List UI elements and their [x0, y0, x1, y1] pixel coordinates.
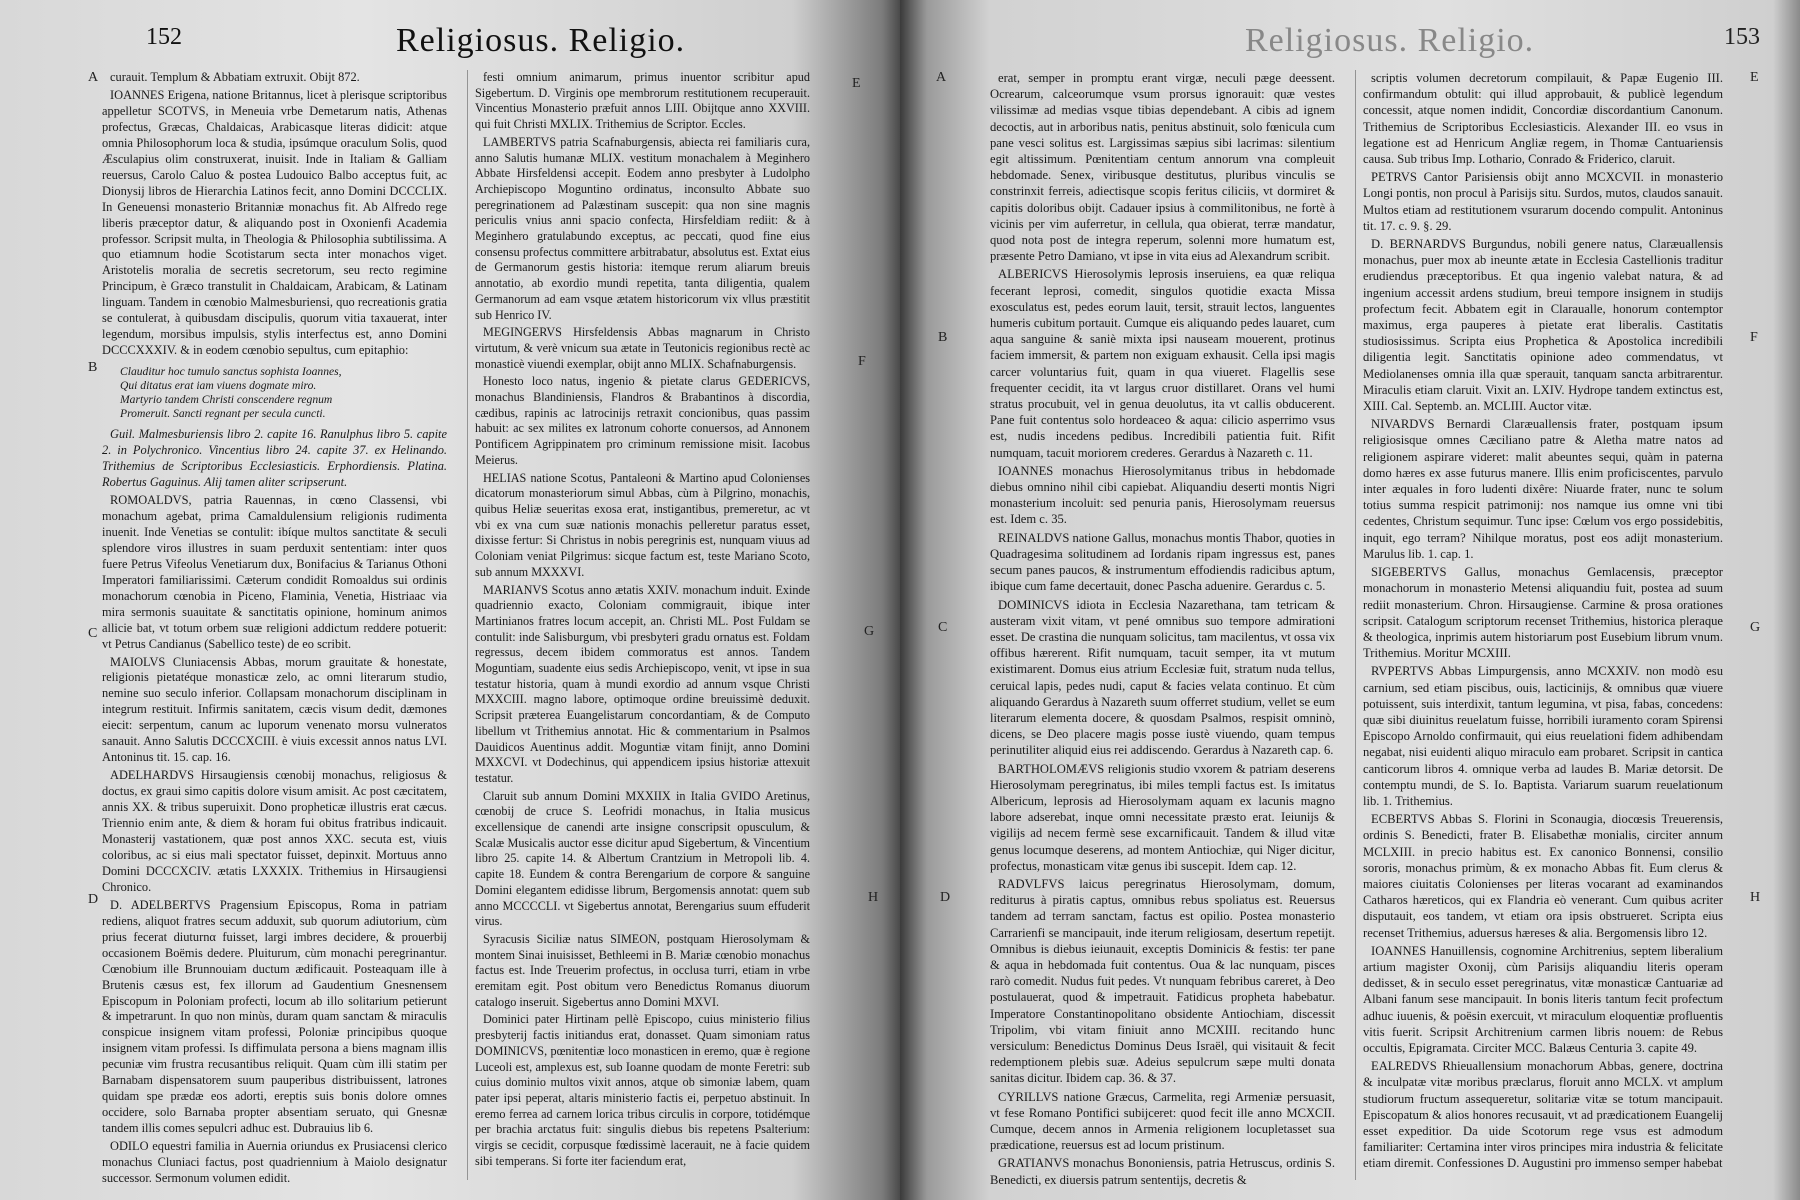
- paragraph: GRATIANVS monachus Bononiensis, patria Hetruscus, ordinis S. Benedicti, ex diuersis patrum sententijs, decretis &: [990, 1156, 1335, 1187]
- margin-letter-g: G: [1750, 620, 1761, 635]
- verse-line: Promeruit. Sancti regnant per secula cuncti.: [120, 407, 326, 421]
- paragraph: Syracusis Siciliæ natus SIMEON, postquam Hierosolymam & montem Sinai inuisisset, Bethleemi in B. Mariæ cœnobio monachus factus est. Inde Treuerim profectus, in occlusa turri, etiam in vrbe eremitam egit. Post obitum vero Benedictus Romanus diuorum catalogo inseruit. Sigebertus anno Domini MXVI.: [475, 931, 810, 1009]
- right-running-head: Religiosus. Religio.: [1245, 22, 1535, 59]
- paragraph: Dominici pater Hirtinam pellè Episcopo, cuius ministerio filius presbyterij factis initiandus erat, donasset. Quam simoniam ratus DOMINICVS, pœnitentiæ loco monasticen in eremo, quæ è regione Luceoli est, amplexus est, sub Ioanne quodam de monte Feretri: sub cuius dominio multos vixit annos, atque ob simoniæ labem, quam pater ipsi peperat, altaris ministerio factis ei, perpetuo abstinuit. In eremo ferrea ad carnem lorica tribus circulis in corpore, totidémque per brachia arctatus fuit: singulis diebus bis repetens Psalterium: virgis se cecidit, corpusque fœdissimè lacerauit, ne à facie quidem sibi temperans. Si forte iter faciendum erat,: [475, 1012, 810, 1168]
- paragraph: LAMBERTVS patria Scafnaburgensis, abiecta rei familiaris cura, anno Salutis humanæ MLIX. vestitum monachalem à Meginhero Abbate Hirsfeldensi accepit. Eodem anno presbyter à Ludolpho Archiepiscopo Moguntino ordinatus, inconsulto Abbate suo peregrinationem ad Palæstinam suscepit: qua non sine magnis periculis vnius anni spacio confecta, Hirsfeldiam rediit: & à Meginhero gratulabundo exceptus, ac peccati, quod fine eius consensu profectus committere arbitrabatur, absolutus est. Extat eius de Germanorum gestis historia: itemque rerum aliarum breuis annotatio, ab exordio mundi repetita, tanta diligentia, qualem Germanorum ad eam vsque ætatem historicorum vix vllus præstitit sub Henrico IV.: [475, 134, 810, 322]
- margin-letter-h: H: [1750, 890, 1761, 905]
- left-folio: 152: [146, 24, 182, 50]
- paragraph: ADELHARDVS Hirsaugiensis cœnobij monachus, religiosus & doctus, ex graui simo capitis dolore visum amisit. Ac post cæcitatem, annis XX. & tribus superuixit. Dono propheticæ illustris erat cæcus. Triennio enim ante, & diem & horam fui obitus fratribus indicauit. Monasterij vastationem, quæ post annos XXC. secuta est, viuis coloribus, ac si eius mali spectator fuisset, depinxit. Mortuus anno Domini DCCCXCIV. ætatis LXXXIX. Trithemius in Hirsaugiensi Chronico.: [102, 768, 447, 894]
- margin-letter-e: E: [852, 76, 861, 91]
- paragraph: RADVLFVS laicus peregrinatus Hierosolymam, domum, rediturus à piratis captus, omnibus rebus spoliatus est. Reuersus tandem ad terram sanctam, factus est opilio. Postea monasterio Carrarienfi se mancipauit, inde iterum religiosam, desertum repetijt. Omnibus is diebus ieiunauit, exceptis Dominicis & festis: ter pane & aqua in hebdomada fuit contentus. Oua & lac nunquam, pisces rarò comedit. Nudus fuit pedes. Vt nunquam febribus careret, à Deo postulauerat, quod & impetrauit. Fatidicus propheta habebatur. Imperatore Constantinopolitano obsidente Antiochiam, discessit Tripolim, vbi vitam finiuit anno MCXIII. recitando hunc versiculum: Benedictus Dominus Deus Israël, qui visitauit & fecit redemptionem plebis suæ. Adeius sepulcrum sæpe multi donata sanitas dicitur. Ibidem cap. 36. & 37.: [990, 876, 1335, 1086]
- column-rule: [467, 70, 468, 1180]
- verse-line: Clauditur hoc tumulo sanctus sophista Ioannes,: [120, 365, 342, 379]
- paragraph: CYRILLVS natione Græcus, Carmelita, regi Armeniæ persuasit, vt fese Romano Pontifici subijceret: quod fecit ille anno MCXCII. Cumque, decem annos in Armenia religionem locupletasset sua prædicatione, reuersus est ad locum pristinum.: [990, 1089, 1335, 1153]
- paragraph: IOANNES monachus Hierosolymitanus tribus in hebdomade diebus omnino nihil cibi capiebat. Aliquandiu deserti montis Nigri monasterium incoluit: sed penuria panis, Hierosolymam reuersus est. Idem c. 35.: [990, 463, 1335, 527]
- paragraph: Honesto loco natus, ingenio & pietate clarus GEDERICVS, monachus Blandiniensis, Flandros & Brabantinos à discordia, cædibus, rapinis ac latrocinijs retraxit concionibus, quas passim habuit: ac sex milites ex latronum cohorte conuersos, ad Annonem Pontificem Agrippinatem pro criminum remissione misit. Iacobus Meierus.: [475, 374, 810, 467]
- citation: Guil. Malmesburiensis libro 2. capite 16. Ranulphus libro 5. capite 2. in Polychronico. Vincentius libro 24. capite 37. ex Helinando. Trithemius de Scriptoribus Ecclesiasticis. Erphordiensis. Platina. Robertus Gaguinus. Alij tamen aliter scripserunt.: [102, 427, 447, 490]
- paragraph: IOANNES Hanuillensis, cognomine Architrenius, septem liberalium artium magister Oxonij, cùm Parisijs aliquandiu literis operam dedisset, & in seculo esset peregrinatus, vitæ monasticæ Cantuariæ ad Albani fanum sese mancipauit. In bonis literis tantum fecit profectum adhuc iuuenis, & poësin exercuit, vt miraculum eloquentiæ profluentis vitis fuerit. Scripsit Architrenium carmen libris nouem: de Rebus occultis, Epigramata. Circiter MCC. Balæus Centuria 3. capite 49.: [1363, 943, 1723, 1055]
- paragraph: D. ADELBERTVS Pragensium Episcopus, Roma in patriam rediens, aliquot fratres secum adduxit, sub quorum adiutorium, cùm prius fecerat diuturnα fuisset, largi imbres decidere, & prouerbij occasionem Boëmis dedere. Pluiturum, cùm monachi peregrinantur. Cœnobium ille Brunnouiam ductum ædificauit. Posteaquam ille à Brutenis cæsus est, fex illorum ad Gaudentium Gnesnensem Episcopum in Poloniam profecti, locum ab illo solitarium petierunt & impetrarunt. In quo non minùs, duram quam sanctam & miraculis conspicue insignem vitam professi, Poloniæ principibus quoque insignem vitam professi. Is diffimulata persona a biens magnam illis pecuniæ vim frustra recusantibus reliquit. Quam cùm illi statim per Barnabam dispensatorem suum pauperibus distribuissent, latrones quidam spe prædæ eos adorti, ereptis suis bonis dolore omnes occidere, solo Barnaba propter absentiam seruato, qui Gnesnæ tandem illis comes sepulcri adhuc est. Dubrauius lib 6.: [102, 897, 447, 1136]
- margin-letter-b: B: [88, 360, 98, 375]
- paragraph: festi omnium animarum, primus inuentor scribitur apud Sigebertum. D. Virginis ope membrorum restitutionem recuperauit. Vincentius Monasterio præfuit annos LIII. Obijtque anno XXVIII. qui fuit Christi MXLIX. Trithemius de Scriptor. Eccles.: [475, 70, 810, 132]
- margin-letter-f: F: [1750, 330, 1758, 345]
- paragraph: ECBERTVS Abbas S. Florini in Sconaugia, diocœsis Treuerensis, ordinis S. Benedicti, frater B. Elisabethæ monialis, circiter annum MCLXIII. in precio habitus est. Ex canonico Bonnensi, consilio sororis, monachus primùm, & ex monacho Abbas fit. Eum clerus & maiores ciuitatis Colonienses per literas vocarant ad examinandos Catharos hæreticos, qui ex Flandria eò venerant. Cum quibus acriter disputauit, eos tandem, vt etiam ora ipsis obstrueret. Scripta eius recenset Trithemius, aduersus hæreses & alia. Bergomensis libro 12.: [1363, 812, 1723, 940]
- verse-line: Qui ditatus erat iam viuens dogmate miro.: [120, 379, 317, 393]
- paragraph: HELIAS natione Scotus, Pantaleoni & Martino apud Colonienses dicatorum monasteriorum simul Abbas, cùm à Pilgrino, monachis, quibus Heliæ seueritas exosa erat, instigantibus, premeretur, ac vt vbi ex vna cum suæ nationis monachis pelleretur paratus esset, dixisse fertur: Si Christus in nobis peregrinis est, nunquam viuus ad Coloniam veniat Pilgrimus: sicque factum est, teste Mariano Scoto, sub annum MXXXVI.: [475, 470, 810, 579]
- paragraph: MAIOLVS Cluniacensis Abbas, morum grauitate & honestate, religionis pietatéque monasticæ zelo, ac omni literarum studio, nemine suo seculo inferior. Collapsam monachorum disciplinam in integrum restituit. Infirmis sanitatem, cæcis visum dedit, dæmones eiecit: serpentum, canum ac luporum venenato morsu vulneratos sanauit. Anno Salutis DCCCXCIII. è viuis excessit annos natus LVI. Antoninus tit. 15. cap. 16.: [102, 654, 447, 765]
- paragraph: DOMINICVS idiota in Ecclesia Nazarethana, tam tetricam & austeram vixit vitam, vt pené omnibus suo tempore admirationi esset. De crastina die nunquam solicitus, tam macilentus, vt ossa vix offibus hærerent. Rifit numquam, tacuit semper, ita vt mutum existimarent. Domus eius atrium Ecclesiæ fuit, stratum nuda tellus, ceruical lapis, pedes nudi, caput & facies velata continuo. Et cùm aliquando Gerardus à Nazareth suum offerret studium, vellet se eum literarum elementa docere, & quosdam Psalmos, respisit omninò, dicens, se Deo placere magis posse iustè viuendo, quam tempus perinutiliter aliquid eius rei addiscendo. Gerardus à Nazareth cap. 6.: [990, 597, 1335, 758]
- margin-letter-f: F: [858, 354, 866, 369]
- right-column-a: [990, 70, 1335, 1190]
- paragraph: IOANNES Erigena, natione Britannus, licet à plerisque scriptoribus appelletur SCOTVS, in Meneuia vrbe Demetarum natis, Athenas profectus, Græcas, Chaldaicas, Arabicasque literas didicit: atque omnia Philosophorum loca & studia, ipsúmque oraculum Solis, quod Æsculapius olim construxerat, inuisit. Inde in Italiam & Galliam reuersus, Carolo Caluo & postea Ludouico Balbo acceptus fuit, ac Dionysij libros de Hierarchia Latinos fecit, anno Domini DCCCLIX. In Geneuensi monasterio Britanniæ monachus fit. Ab Alfredo rege liberis præceptor datur, & aliquando post in Oxonienfi Academia professor. Scripsit multa, in Theologia & Philosophia subtilissima. A quo etiamnum hodie Scotistarum secta inter monachos viget. Aristotelis moralia de secretis secretorum, seu recto regimine Principum, è Græco transtulit in Chaldaicam, Arabicam, & Latinam linguam. Tandem in cœnobio Malmesburiensi, quo recreationis gratia se contulerat, à quibusdam discipulis, quorum vitia taxauerat, inter legendum, morsibus impulsis, stylis interfectus est, anno Domini DCCCXXXIV. & in eodem cœnobio sepultus, cum epitaphio:: [102, 87, 447, 358]
- margin-letter-c: C: [938, 620, 948, 635]
- margin-letter-a: A: [88, 70, 99, 85]
- left-column-a: [102, 70, 447, 1189]
- verse-line: Martyrio tandem Christi conscendere regnum: [120, 393, 333, 407]
- right-column-b: [1363, 70, 1723, 1174]
- paragraph: REINALDVS natione Gallus, monachus montis Thabor, quoties in Quadragesima solitudinem ad Iordanis ripam ingressus est, panes secum panes paucos, & instrumentum effodiendis radicibus aptum, ibique cum fame decertauit, donec Pascha aduenire. Gerardus c. 5.: [990, 530, 1335, 594]
- margin-letter-d: D: [88, 892, 99, 907]
- paragraph: Claruit sub annum Domini MXXIIX in Italia GVIDO Aretinus, cœnobij de cruce S. Leofridi monachus, in Italia musicus excellensique de canendi arte insigne conscripsit opusculum, & Scalæ Musicalis auctor esse dicitur apud Sigebertum, & Vincentium libro 25. capite 14. & Albertum Crantzium in Metropoli lib. 4. capite 18. Eundem & contra Berengarium de corpore & sanguine Domini elegantem edidisse librum, Bergomensis annotat: quem sub anno MCCCCLI. vt Sigebertus annotat, Berengarius suum effuderit virus.: [475, 788, 810, 929]
- left-running-head: Religiosus. Religio.: [396, 22, 686, 59]
- margin-letter-b: B: [938, 330, 948, 345]
- margin-letter-c: C: [88, 626, 98, 641]
- paragraph: MARIANVS Scotus anno ætatis XXIV. monachum induit. Exinde quadriennio exacto, Coloniam commigrauit, ibique inter Martinianos fratres locum accepit, an. Christi ML. Post Fuldam se contulit: inde Salisburgum, vbi presbyteri gradu ornatus est. Foldam regressus, decem ibidem commoratus est annos. Tandem Moguntiam, suadente eius sedis Archiepiscopo, venit, vt ipse in sua testatur historia, quam à mundi exordio ad annum vsque Christi MXXCIII. magno labore, optimoque ordine breuissimè deduxit. Scripsit præterea Euangelistarum concordantiam, & de Computo libellum vt Trithemius annotat. Hic & commentarium in Psalmos Dauidicos Auentinus addit. Moguntiæ vitam finijt, anno Domini MXXCVI. vt Dodechinus, qui appendicem ipsius historiæ attexuit testatur.: [475, 582, 810, 785]
- paragraph: SIGEBERTVS Gallus, monachus Gemlacensis, præceptor monachorum in monasterio Metensi aliquandiu fuit, postea ad suum rediit monasterium. Chron. Hirsaugiense. Carmine & prosa orationes scripsit. Catalogum scriptorum recenset Trithemius, historica pleraque & theologica, inprimis autem historiarum post Eusebium librum vnum. Trithemius. Moritur MCXIII.: [1363, 565, 1723, 661]
- margin-letter-h: H: [868, 890, 879, 905]
- column-rule: [1355, 70, 1356, 1180]
- margin-letter-d: D: [940, 890, 951, 905]
- paragraph: ODILO equestri familia in Auernia oriundus ex Prusiacensi clerico monachus Cluniaci factus, post quadriennium à Maiolo designatur successor. Sermonum volumen edidit.: [102, 1139, 447, 1185]
- paragraph: scriptis volumen decretorum compilauit, & Papæ Eugenio III. confirmandum obtulit: qui illud approbauit, & publicè legendum concessit, atque nomen indidit, Concordiæ discordantium Canonum. Trithemius de Scriptoribus Ecclesiasticis. Alexander III. eo vsus in legatione est ad Henricum Angliæ regem, in Thomæ Cantuariensis causa. Sub tribus Imp. Lothario, Conrado & Friderico, claruit.: [1363, 71, 1723, 167]
- paragraph: PETRVS Cantor Parisiensis obijt anno MCXCVII. in monasterio Longi pontis, non procul à Parisijs situ. Surdos, mutos, claudos sanauit. Multos etiam ad restitutionem vsurarum docendo compulit. Antoninus tit. 17. c. 9. §. 29.: [1363, 170, 1723, 233]
- margin-letter-a: A: [936, 70, 947, 85]
- paragraph: curauit. Templum & Abbatiam extruxit. Obijt 872.: [110, 70, 360, 84]
- paragraph: ALBERICVS Hierosolymis leprosis inseruiens, ea quæ reliqua fecerant leprosi, comedit, singulos quotidie exacta Missa exosculatus est, pedes eorum lauit, tersit, strauit lectos, languentes humeris cubitum portauit. Cumque eis aliquando pedes lauaret, cum aqua sanguine & saniè mixta ipsi nauseam mouerent, protinus faciem immersit, & partem non exiguam exhausit. Cella ipsi magis carcer voluntarius fuit, quam in qua viueret. Flagellis sese frequenter cecidit, ita vt largus cruor distillaret. Orans vel humi stratus procubuit, vel in genua deuolutus, ita vt callis obducerent. Pane fuit contentus solo hordeaceo & aqua: cilicio asperrimo vsus est, nudis incedens pedibus. Incredibili patientia fuit. Rifit numquam, tacuit moriorem crederes. Gerardus à Nazareth c. 11.: [990, 267, 1335, 460]
- margin-letter-g: G: [864, 624, 875, 639]
- paragraph: EALREDVS Rhieuallensium monachorum Abbas, genere, doctrina & inculpatæ vitæ moribus præclarus, floruit anno MCLX. vt amplum studiorum fructum assequeretur, solitariæ vitæ se totum mancipauit. Episcopatum & alios honores recusauit, vt ad prædicationem Euangelij esset expeditior. Da uide Scotorum rege vsus est admodum familiariter: Certamina inter viros principes mira industria & felicitate etiam diremit. Confessiones D. Augustini pro immenso semper habebat: [1363, 1059, 1723, 1171]
- right-page: [900, 0, 1800, 1200]
- right-folio: 153: [1724, 24, 1760, 50]
- paragraph: D. BERNARDVS Burgundus, nobili genere natus, Claræuallensis monachus, puer mox ab ineunte ætate in Ecclesia Castellionis traditur erudiendus præceptoribus. Et qua ingenio valebat natura, & ad ingenium accessit ardens studium, breui tempore insignem in studijs profectum fecit. Abbatem egit in Claraualle, honorum contemptor maximus, erga pauperes à pietate erat liberalis. Castitatis studiosissimus. Scripta eius Prophetica & Apostolica incredibili diligentia legit. Sanctitatis opinione adeo commendatus, vt Mediolanenses omnia illa quæ sperauit, tanquam sancta arbitrarentur. Miraculis etiam claruit. Vixit an. LXIV. Hydrope tandem extinctus est, XIII. Cal. Septemb. an. MCLIII. Auctor vitæ.: [1363, 237, 1723, 414]
- paragraph: MEGINGERVS Hirsfeldensis Abbas magnarum in Christo virtutum, & verè vnicum sua ætate in Teutonicis regionibus rectè ac monasticè viuendi exemplar, obijt anno MLIX. Schafnaburgensis.: [475, 325, 810, 371]
- paragraph: RVPERTVS Abbas Limpurgensis, anno MCXXIV. non modò esu carnium, sed etiam piscibus, ouis, lacticinijs, & omnibus quæ viuere potuissent, suis interdixit, tantum legumina, vt pisa, fabas, concedens: quæ sibi diuinitus reuelatum fuisse, horribili iuramento coram Spirensi Episcopo Arnoldo confirmauit, qui eius reuelationi fidem adhibendam negabat, nisi euidenti aliquo miraculo eam probaret. Scripsit in cantica canticorum libros 4. omnique verba ad laudes B. Mariæ detorsit. De contemptu mundi, de S. Io. Baptista. Variarum suarum reuelationum lib. 1. Trithemius.: [1363, 664, 1723, 808]
- paragraph: NIVARDVS Bernardi Claræuallensis frater, postquam ipsum religiosisque omnes Cæciliano patre & Aletha matre natos ad religionem aspirare videret: malit abeuntes sequi, quàm in paterna domo hæres ex asse futurus manere. Illis enim proficiscentes, parvulo inter æquales in foro ludenti dixêre: Niuarde frater, nunc te solum totius summa respicit patrimonij: nos namque ius omne vni tibi cedentes, Christum sequimur. Tunc ipse: Cœlum vos ergo possidebitis, inquit, ego terram? Nihilque moratus, post eos adijt monasterium. Marulus lib. 1. cap. 1.: [1363, 417, 1723, 561]
- left-column-b: [475, 70, 810, 1172]
- paragraph: erat, semper in promptu erant virgæ, neculi pæge deessent. Ocrearum, calceorumque vsum prorsus ignorauit: quæ vestes vilissimæ ad medias vsque tibias dependebant. A cibis ad ignem decoctis, aut in arboribus natis, penitus abstinuit, solo fœnicula cum pane vesci solitus est. Largissimas sæpius sibi lacrimas: silentium egit altissimum. Pœnitentiam centum annorum vna compleuit hebdomade. Senex, viribusque destitutus, pluribus vinculis se constrinxit ferreis, adiectisque scopis feritus ciliciis, vt dormiret & capitis doloribus obijt. Cadauer ipsius à commilitonibus, ne fortè à vicinis per vim auferretur, in cellula, qua obierat, terræ mandatur, quod nota post de integra reperum, solenni more humatum est, præsente Petro Damiano, vt ipse in vita eius ad Alexandrum scribit.: [990, 71, 1335, 264]
- margin-letter-e: E: [1750, 70, 1759, 85]
- epitaph-verse: [120, 365, 447, 421]
- paragraph: BARTHOLOMÆVS religionis studio vxorem & patriam deserens Hierosolymam peregrinatus, ibi miles templi factus est. Is imitatus Albericum, leprosis ad Hierosolymam aquam ex lacunis magno labore adserebat, inque omni necessitate præsto erat. Ieiunijs & vigilijs ad necem fermè sese excarnificauit. Tandem & illud vitæ genus locumque deserens, ad montem Antiochiæ, qui Niger dicitur, profectus, monasticam vitæ genus ibi suscepit. Idem cap. 12.: [990, 761, 1335, 873]
- paragraph: ROMOALDVS, patria Rauennas, in cœno Classensi, vbi monachum agebat, prima Camaldulensium religionis rudimenta inuenit. Inde Venetias se contulit: ibíque multos sanctitate & seculi splendore viros illustres in suam perduxit sententiam: inter quos fuere Petrus Vifeolus Venetiarum dux, Bonifacius & Tarianus Othoni Imperatori familiarissimi. Cæterum condidit Romoaldus sui ordinis monachorum cœnobia in Piceno, Flaminia, Venetia, Histriaac via mira sermonis suauitate & sanctitatis opinione, hominum animos allicie bat, vt totum orbem suæ religioni addictum reddere potuerit: vt Petrus Candianus (Sabellico teste) de eo scribit.: [102, 492, 447, 651]
